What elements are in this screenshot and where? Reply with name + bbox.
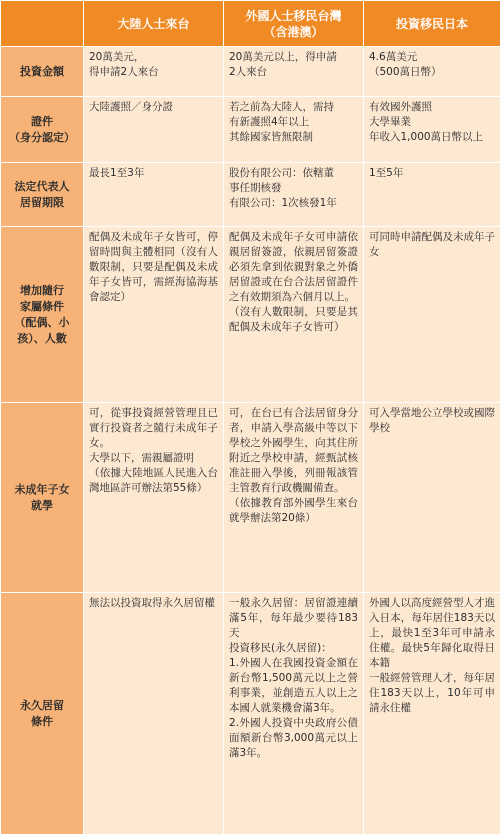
table-row [1,403,500,593]
table-row [1,47,500,97]
row-label: 法定代表人 居留期限 [1,163,84,227]
header-foreigners-to-taiwan: 外國人士移民台灣 （含港澳） [224,1,364,47]
cell-mainland: 可，從事投資經營管理且已實行投資者之隨行未成年子女。 大學以下，需親屬證明 （依據大陸地區人民進入台灣地區許可辦法第55條） [84,403,224,593]
cell-mainland: 大陸護照／身分證 [84,97,224,163]
cell-foreigners: 若之前為大陸人，需持 有新護照4年以上 其餘國家皆無限制 [224,97,364,163]
cell-mainland: 20萬美元， 得申請2人來台 [84,47,224,97]
cell-japan: 1至5年 [364,163,500,227]
cell-foreigners: 20萬美元以上，得申請 2人來台 [224,47,364,97]
cell-foreigners: 股份有限公司：依轄董 事任期核發 有限公司：1次核發1年 [224,163,364,227]
row-label: 永久居留 條件 [1,593,84,835]
table-row [1,163,500,227]
cell-japan: 4.6萬美元 （500萬日幣） [364,47,500,97]
table-row [1,227,500,403]
cell-foreigners: 可，在台已有合法居留身分者，申請入學高級中等以下學校之外國學生，向其住所附近之學校申請，經甄試核准註冊入學後，列冊報該管主管教育行政機關備查。 （依據教育部外國學生來台就學辦法第20條） [224,403,364,593]
header-invest-japan: 投資移民日本 [364,1,500,47]
cell-mainland: 配偶及未成年子女皆可，停留時間與主體相同（沒有人數限制，只要是配偶及未成年子女皆可，需經海協海基會認定） [84,227,224,403]
cell-japan: 有效國外護照 大學畢業 年收入1,000萬日幣以上 [364,97,500,163]
table-row [1,593,500,835]
header-mainland-to-taiwan: 大陸人士來台 [84,1,224,47]
table-row [1,97,500,163]
cell-japan: 可入學當地公立學校或國際學校 [364,403,500,593]
row-label: 未成年子女 就學 [1,403,84,593]
cell-japan: 可同時申請配偶及未成年子女 [364,227,500,403]
row-label: 投資金額 [1,47,84,97]
header-corner [1,1,84,47]
cell-foreigners: 一般永久居留：居留證連續滿5年，每年最少要待183天 投資移民(永久居留)： 1.外國人在我國投資金額在新台幣1,500萬元以上之營利事業，並創造五人以上之本國人就業機會滿3年。 2.外國人投資中央政府公債面額新台幣3,000萬元以上滿3年。 [224,593,364,835]
row-label: 證件 （身分認定） [1,97,84,163]
cell-mainland: 無法以投資取得永久居留權 [84,593,224,835]
header-row [1,1,500,47]
row-label: 增加隨行 家屬條件 （配偶、小 孩）、人數 [1,227,84,403]
cell-mainland: 最長1至3年 [84,163,224,227]
cell-japan: 外國人以高度經營型人才進入日本，每年居住183天以上，最快1至3年可申請永住權。最快5年歸化取得日本籍 一般經營管理人才，每年居住183天以上，10年可申請永住權 [364,593,500,835]
cell-foreigners: 配偶及未成年子女可申請依親居留簽證，依親居留簽證必須先拿到依親對象之外僑居留證或在台合法居留證件之有效期須為六個月以上。 （沒有人數限制，只要是其配偶及未成年子女皆可） [224,227,364,403]
